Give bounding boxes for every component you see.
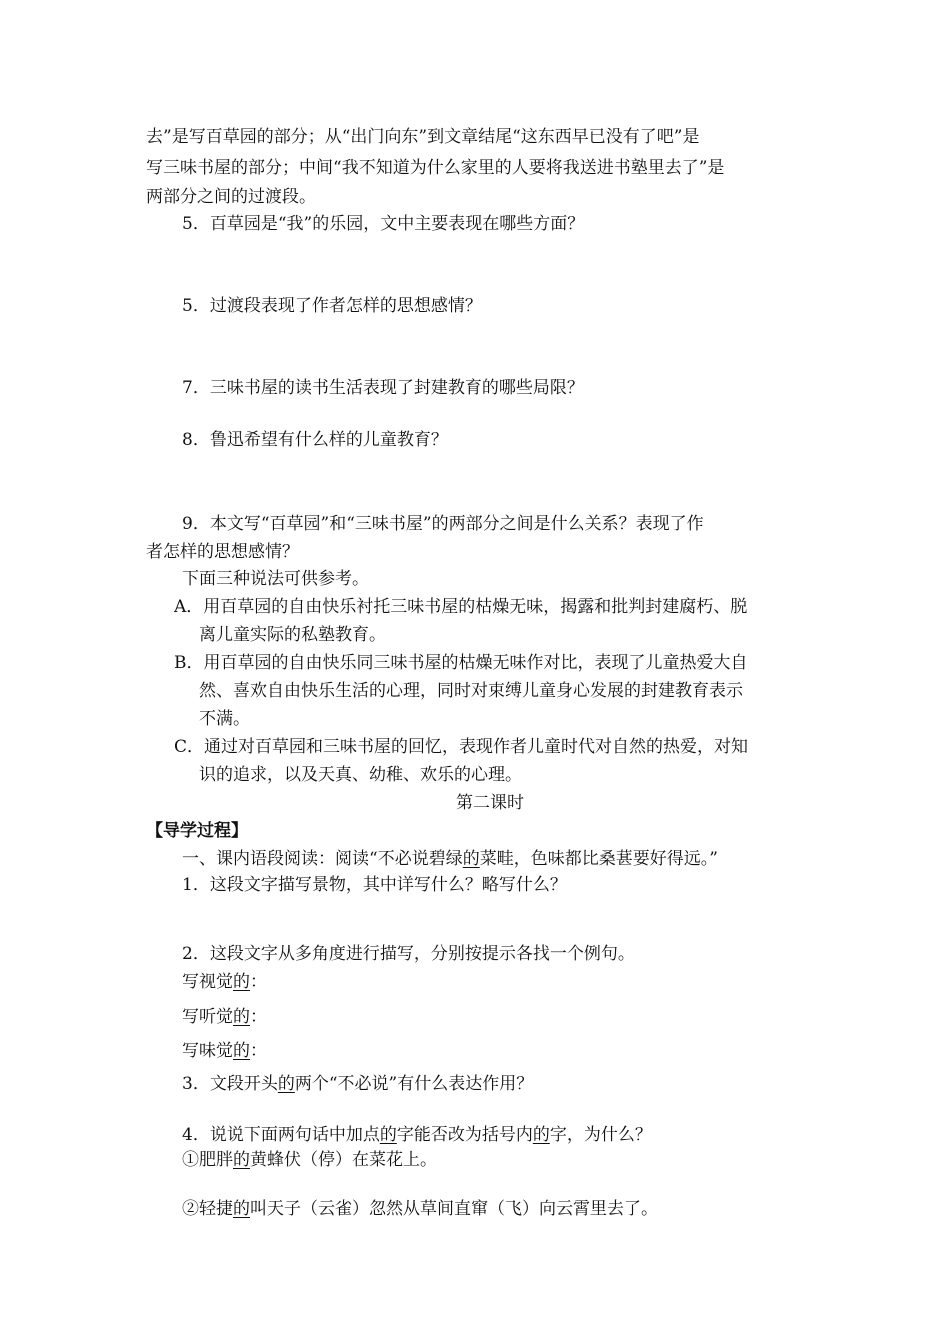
text-span: 菜畦，色味都比桑葚要好得远。”: [479, 849, 718, 869]
underlined-word: 的: [462, 849, 480, 869]
text-line: 去”是写百草园的部分；从“出门向东”到文章结尾“这东西早已没有了吧”是: [146, 127, 700, 147]
underlined-word: 的: [233, 1007, 250, 1027]
text-span: ：: [250, 972, 267, 992]
text-line: 2．这段文字从多角度进行描写，分别按提示各找一个例句。: [182, 944, 635, 964]
underlined-word: 的: [532, 1125, 550, 1145]
text-span: 一、课内语段阅读：阅读“不必说碧绿: [182, 849, 463, 869]
section-title: 第二课时: [456, 793, 524, 813]
question-9: 9．本文写“百草园”和“三味书屋”的两部分之间是什么关系？表现了作: [182, 514, 704, 534]
text-span: 字，为什么？: [549, 1125, 652, 1145]
text-line: 者怎样的思想感情？: [146, 542, 299, 562]
option-a: A．用百草园的自由快乐衬托三味书屋的枯燥无味，揭露和批判封建腐朽、脱: [174, 597, 748, 617]
underlined-word: 的: [233, 1199, 250, 1219]
underlined-word: 的: [233, 972, 250, 992]
text-span: ：: [250, 1041, 267, 1061]
text-line: [182, 971, 267, 993]
text-span: 叫天子（云雀）忽然从草间直窜（飞）向云霄里去了。: [250, 1199, 658, 1219]
text-line: [182, 1006, 267, 1028]
text-line: 然、喜欢自由快乐生活的心理，同时对束缚儿童身心发展的封建教育表示: [199, 681, 743, 701]
text-line: 下面三种说法可供参考。: [182, 569, 369, 589]
question-7: 7．三味书屋的读书生活表现了封建教育的哪些局限？: [182, 378, 584, 398]
text-span: 3．文段开头: [182, 1074, 278, 1094]
section-heading: 【导学过程】: [146, 821, 248, 841]
question-8: 8．鲁迅希望有什么样的儿童教育？: [182, 430, 448, 450]
text-span: 两个“不必说”有什么表达作用？: [294, 1074, 534, 1094]
text-span: 写味觉: [182, 1041, 233, 1061]
text-line: [182, 848, 718, 870]
text-line: 不满。: [199, 709, 250, 729]
text-span: 字能否改为括号内: [396, 1125, 533, 1145]
underlined-word: 的: [277, 1074, 295, 1094]
text-line: [182, 1149, 437, 1171]
text-line: [182, 1198, 658, 1220]
text-line: [182, 1073, 533, 1095]
text-span: ①肥胖: [182, 1150, 233, 1170]
text-line: [182, 1124, 652, 1146]
text-line: 1．这段文字描写景物，其中详写什么？略写什么？: [182, 875, 567, 895]
text-line: [182, 1040, 267, 1062]
option-c: C．通过对百草园和三味书屋的回忆，表现作者儿童时代对自然的热爱，对知: [174, 737, 749, 757]
text-span: ：: [250, 1007, 267, 1027]
text-span: 写听觉: [182, 1007, 233, 1027]
question-5b: 5．过渡段表现了作者怎样的思想感情？: [182, 296, 482, 316]
text-span: 4．说说下面两句话中加点: [182, 1125, 380, 1145]
text-line: 写三味书屋的部分；中间“我不知道为什么家里的人要将我送进书塾里去了”是: [146, 158, 725, 178]
underlined-word: 的: [379, 1125, 397, 1145]
text-span: 黄蜂伏（停）在菜花上。: [250, 1150, 437, 1170]
underlined-word: 的: [233, 1150, 250, 1170]
option-b: B．用百草园的自由快乐同三味书屋的枯燥无味作对比，表现了儿童热爱大自: [174, 653, 748, 673]
text-line: 两部分之间的过渡段。: [146, 187, 316, 207]
text-line: 离儿童实际的私塾教育。: [199, 625, 386, 645]
text-span: 写视觉: [182, 972, 233, 992]
text-span: ②轻捷: [182, 1199, 233, 1219]
text-line: 识的追求，以及天真、幼稚、欢乐的心理。: [199, 765, 522, 785]
underlined-word: 的: [233, 1041, 250, 1061]
question-5: 5．百草园是“我”的乐园，文中主要表现在哪些方面？: [182, 214, 585, 234]
